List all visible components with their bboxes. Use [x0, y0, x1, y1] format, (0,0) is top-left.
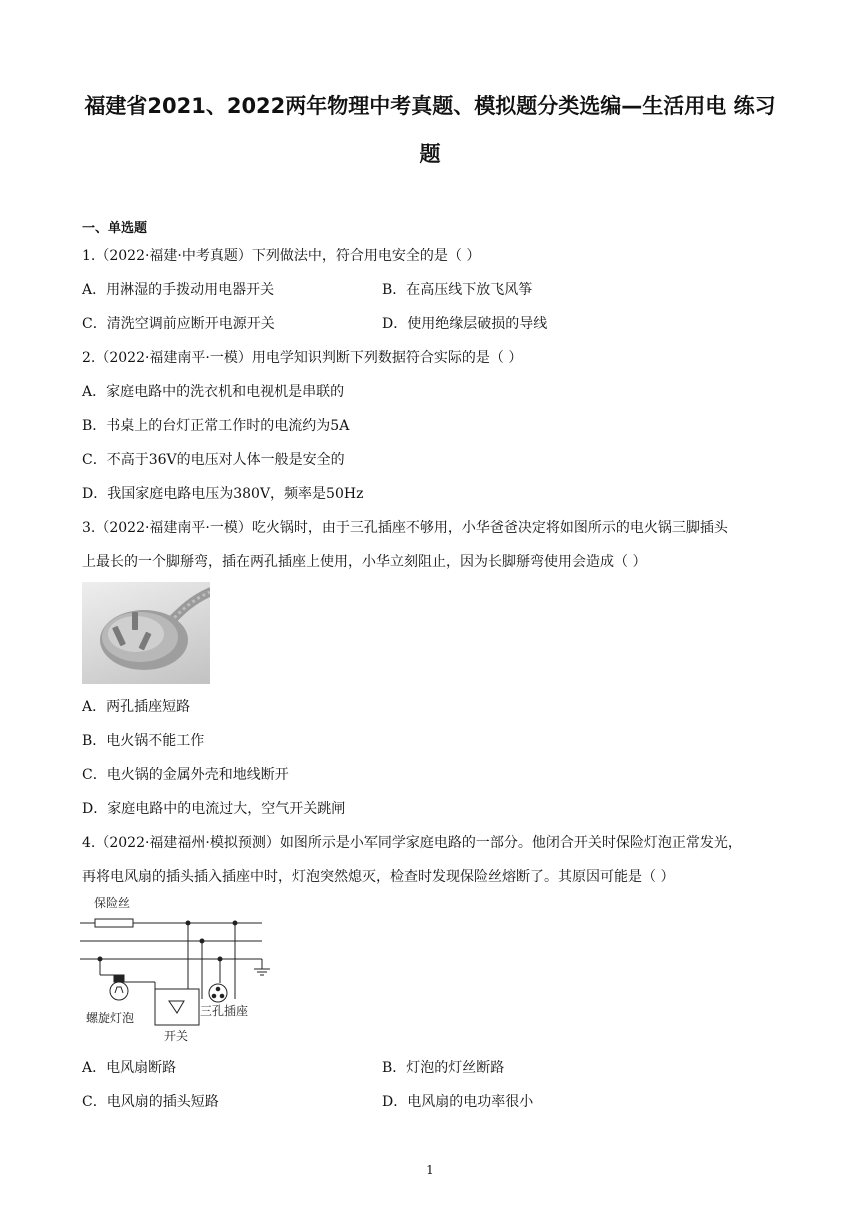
page-number: 1: [426, 1163, 434, 1177]
q3-option-a: A．两孔插座短路: [82, 699, 191, 715]
q2-option-d: D．我国家庭电路电压为380V，频率是50Hz: [82, 486, 364, 502]
q4-option-a: A．电风扇断路: [82, 1060, 177, 1076]
q1-option-a: A．用淋湿的手拨动用电器开关: [82, 282, 275, 298]
q3-option-d: D．家庭电路中的电流过大，空气开关跳闸: [82, 801, 346, 817]
circuit-diagram: [80, 893, 280, 1043]
bulb-label: 螺旋灯泡: [86, 1011, 135, 1025]
q4-option-b: B．灯泡的灯丝断路: [382, 1060, 505, 1076]
q1-option-b: B．在高压线下放飞风筝: [382, 282, 533, 298]
fuse-label: 保险丝: [94, 896, 131, 910]
switch-label: 开关: [164, 1029, 189, 1043]
plug-photo: [82, 582, 210, 684]
q1-stem: 1.（2022·福建·中考真题）下列做法中，符合用电安全的是（ ）: [82, 248, 481, 264]
switch-icon: [155, 989, 199, 1025]
fuse-icon: [95, 919, 133, 927]
q4-option-d: D．电风扇的电功率很小: [382, 1094, 534, 1110]
q2-option-c: C．不高于36V的电压对人体一般是安全的: [82, 452, 345, 468]
q1-option-c: C．清洗空调前应断开电源开关: [82, 316, 275, 332]
q4-option-c: C．电风扇的插头短路: [82, 1094, 219, 1110]
q4-stem-line2: 再将电风扇的插头插入插座中时，灯泡突然熄灭，检查时发现保险丝熔断了。其原因可能是（ ）: [82, 869, 675, 885]
q4-stem-line1: 4.（2022·福建福州·模拟预测）如图所示是小军同学家庭电路的一部分。他闭合开关时保险灯泡正常发光，: [82, 835, 742, 851]
q3-option-b: B．电火锅不能工作: [82, 733, 205, 749]
q3-option-c: C．电火锅的金属外壳和地线断开: [82, 767, 289, 783]
section-heading: 一、单选题: [82, 221, 148, 236]
three-pin-plug-icon: [82, 582, 210, 684]
q3-stem-line2: 上最长的一个脚掰弯，插在两孔插座上使用，小华立刻阻止，因为长脚掰弯使用会造成（ ）: [82, 554, 647, 570]
q2-stem: 2.（2022·福建南平·一模）用电学知识判断下列数据符合实际的是（ ）: [82, 350, 523, 366]
socket-label: 三孔插座: [200, 1004, 249, 1018]
page-title-line1: 福建省2021、2022两年物理中考真题、模拟题分类选编—生活用电 练习: [84, 94, 776, 118]
q2-option-a: A．家庭电路中的洗衣机和电视机是串联的: [82, 384, 345, 400]
bulb-icon: [110, 982, 128, 1000]
q2-option-b: B．书桌上的台灯正常工作时的电流约为5A: [82, 418, 350, 434]
page-title-line2: 题: [419, 142, 441, 166]
q1-option-d: D．使用绝缘层破损的导线: [382, 316, 548, 332]
q3-stem-line1: 3.（2022·福建南平·一模）吃火锅时，由于三孔插座不够用，小华爸爸决定将如图所示的电火锅三脚插头: [82, 520, 728, 536]
